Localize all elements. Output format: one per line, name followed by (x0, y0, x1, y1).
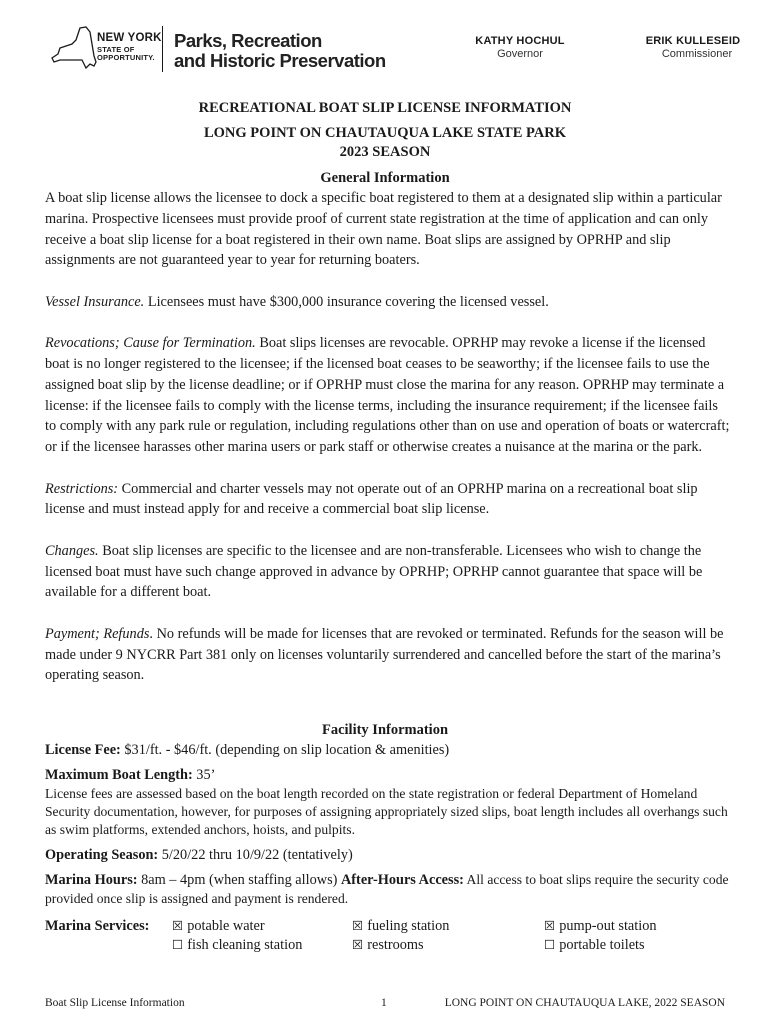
service-label: pump-out station (559, 918, 657, 934)
restrictions-text: Commercial and charter vessels may not operate out of an OPRHP marina on a recreational boat slip license and must instead apply for and receive a commercial boat slip license. (45, 480, 698, 518)
facility-information-heading: Facility Information (321, 722, 449, 738)
service-portable-toilets[interactable] (544, 937, 645, 954)
governor-block (464, 35, 576, 60)
license-fee-row (45, 741, 735, 760)
operating-season-value: 5/20/22 thru 10/9/22 (tentatively) (158, 846, 353, 863)
insurance-paragraph (45, 292, 730, 313)
max-length-label: Maximum Boat Length: (45, 767, 193, 783)
operating-season-label: Operating Season: (45, 846, 159, 863)
agency-name (174, 31, 386, 71)
agency-line2: and Historic Preservation (174, 50, 386, 71)
changes-heading: Changes. (45, 542, 99, 559)
payment-paragraph (45, 624, 730, 686)
governor-name: KATHY HOCHUL (475, 35, 565, 47)
state-logo-line3: OPPORTUNITY. (97, 53, 155, 62)
state-logo-line2: STATE OF (97, 44, 135, 54)
checked-box-icon: ☒ (172, 918, 184, 933)
service-fish-cleaning-station[interactable] (172, 937, 302, 954)
document-title: RECREATIONAL BOAT SLIP LICENSE INFORMATION (198, 100, 572, 116)
revocation-paragraph (45, 333, 730, 458)
commissioner-block (598, 35, 758, 60)
letterhead (0, 0, 770, 90)
service-label: restrooms (367, 937, 424, 953)
license-fee-label: License Fee: (45, 742, 121, 758)
marina-services (45, 918, 745, 958)
footer-page-number: 1 (381, 997, 387, 1009)
after-hours-label: After-Hours Access: (340, 871, 464, 888)
service-potable-water[interactable] (172, 918, 265, 935)
general-information-heading: General Information (320, 170, 450, 186)
logo-divider (162, 26, 163, 72)
governor-title: Governor (497, 48, 543, 60)
service-label: fueling station (367, 918, 450, 934)
restrictions-heading: Restrictions: (45, 480, 119, 497)
max-length-row (45, 766, 735, 785)
service-restrooms[interactable] (352, 937, 424, 954)
revocation-text: Boat slips licenses are revocable. OPRHP may revoke a license if the licensed boat is no longer registered to the licensee; if the licensed boat ceases to be seaworthy; if the licensee fails to use the assigned boat slip by the license deadline; or if OPRHP must close the marina for any reason. OPRHP may terminate a license: if the licensee fails to comply with the license terms, including the insurance requirement; if the licensee fails to comply with any park rule or regulation, including regulations other than on use and operation of boats or watercraft; or if the licensee harasses other marina users or park staff or otherwise creates a nuisance at the marina or the park. (45, 335, 730, 456)
service-label: potable water (187, 918, 265, 934)
footer-document-name: Boat Slip License Information (45, 997, 185, 1009)
checked-box-icon: ☒ (352, 937, 364, 952)
service-label: portable toilets (559, 937, 645, 953)
changes-paragraph (45, 541, 730, 603)
checked-box-icon: ☒ (352, 918, 364, 933)
payment-text: . No refunds will be made for licenses that are revoked or terminated. Refunds for the season will be made under 9 NYCRR Part 381 only on licenses voluntarily surrendered and cancelled before the start of the marina’s operating season. (45, 625, 724, 684)
service-pump-out-station[interactable] (544, 918, 657, 935)
marina-hours-label: Marina Hours: (45, 871, 138, 888)
after-hours-value: All access to boat slips require the security code provided once slip is assigned and payment is rendered. (45, 871, 729, 906)
operating-season-row (45, 846, 735, 865)
facility-information-section (45, 741, 735, 909)
payment-heading: Payment; Refunds (45, 625, 150, 642)
general-information-section (45, 188, 730, 707)
season-title: 2023 SEASON (339, 144, 431, 160)
insurance-text: Licensees must have $300,000 insurance covering the licensed vessel. (144, 293, 549, 310)
marina-hours-row (45, 871, 735, 909)
service-label: fish cleaning station (187, 937, 303, 953)
unchecked-box-icon: ☐ (544, 937, 556, 952)
license-fee-value: $31/ft. - $46/ft. (depending on slip location & amenities) (120, 742, 450, 758)
length-note: License fees are assessed based on the boat length recorded on the state registration or federal Department of Homeland Security documentation, however, for purposes of assigning appropriately sized slips, boat length includes all overhangs such as swim platforms, extended anchors, hoists, and pulpits. (45, 786, 728, 838)
intro-paragraph (45, 188, 730, 271)
intro-text: A boat slip license allows the licensee to dock a specific boat registered to them at a designated slip within a particular marina. Prospective licensees must provide proof of current state registration at the time of application and can only receive a boat slip license for a boat registered in their own name. Boat slips are assigned by OPRHP and slip assignments are not guaranteed year to year for returning boaters. (45, 190, 722, 269)
commissioner-name: ERIK KULLESEID (645, 35, 741, 47)
service-fueling-station[interactable] (352, 918, 449, 935)
unchecked-box-icon: ☐ (172, 937, 184, 952)
park-title: LONG POINT ON CHAUTAUQUA LAKE STATE PARK (203, 125, 566, 141)
max-length-value: 35’ (192, 767, 216, 783)
new-york-state-map-icon (50, 26, 98, 72)
revocation-heading: Revocations; Cause for Termination. (45, 335, 256, 352)
footer-park-season: LONG POINT ON CHAUTAUQUA LAKE, 2022 SEASON (444, 997, 725, 1009)
state-logo-line1: NEW YORK (97, 32, 162, 44)
agency-line1: Parks, Recreation (174, 30, 322, 51)
marina-hours-value: 8am – 4pm (when staffing allows) (137, 871, 341, 888)
changes-text: Boat slip licenses are specific to the licensee and are non-transferable. Licensees who wish to change the licensed boat must have such change approved in advance by OPRHP; OPRHP cannot guarantee that space will be available for a different boat. (45, 542, 703, 601)
restrictions-paragraph (45, 479, 730, 521)
checked-box-icon: ☒ (544, 918, 556, 933)
commissioner-title: Commissioner (661, 48, 733, 60)
state-logo-text (97, 33, 162, 62)
marina-services-label: Marina Services: (45, 918, 150, 934)
insurance-heading: Vessel Insurance. (45, 293, 145, 310)
